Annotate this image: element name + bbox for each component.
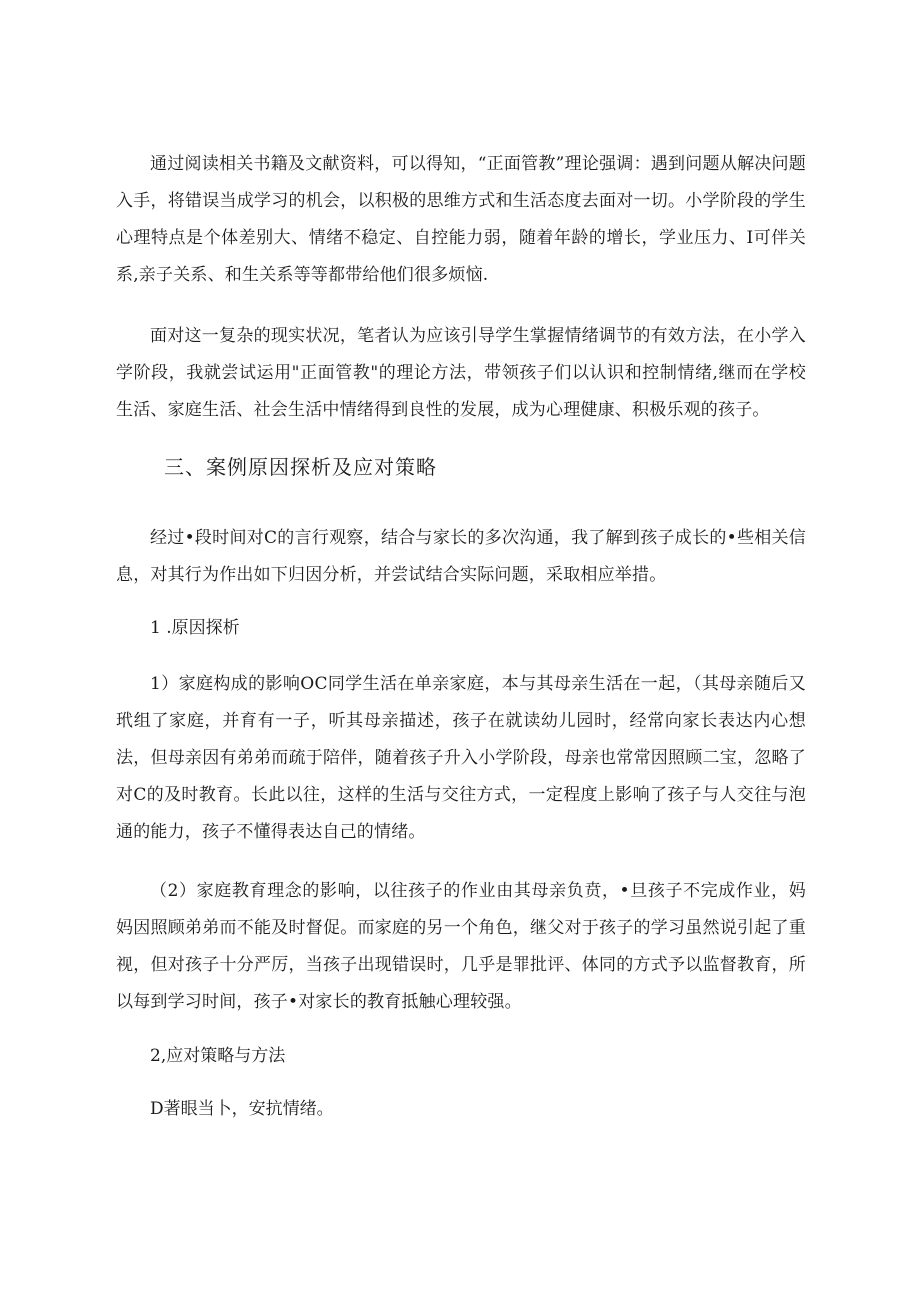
subheading-cause-analysis: 1 .原因探析 (150, 618, 240, 638)
section-heading-case-analysis: 三、案例原因探析及应对策略 (164, 455, 437, 479)
paragraph-observation-summary: 经过•段时间对C的言行观察，结合与家长的多次沟通，我了解到孩子成长的•些相关信息，对其行为作出如下归因分析，并尝试结合实际问题，采取相应举措。 (116, 528, 806, 585)
paragraph-family-structure-influence: 1）家庭构成的影响OC同学生活在单亲家庭，本与其母亲生活在一起，（其母亲随后又玳组了家庭，并育有一子，听其母亲描述，孩子在就读幼儿园时，经常向家长表达内心想法，但母亲因有弟弟而疏于陪伴，随着孩子升入小学阶段，母亲也常常因照顾二宝，忽略了对C的及时教育。长此以往，这样的生活与交往方式，一定程度上影响了孩子与人交往与泡通的能力，孩子不懂得表达自己的情绪。 (116, 674, 806, 842)
paragraph-positive-discipline-theory: 通过阅读相关书籍及文献资料，可以得知，“正面管教”理论强调：遇到问题从解决问题入手，将错误当成学习的机会，以积极的思维方式和生活态度去面对一切。小学阶段的学生心理特点是个体差别大、情绪不稳定、自控能力弱，随着年龄的增长，学业压力、I可伴关系,亲子关系、和生关系等等都带给他们很多烦恼. (116, 154, 806, 285)
subheading-calm-emotions: D著眼当卜，安抗情绪。 (150, 1099, 334, 1119)
subheading-strategies-methods: 2,应对策略与方法 (150, 1046, 286, 1066)
paragraph-family-education-influence: （2）家庭教育理念的影响，以往孩子的作业由其母亲负贲，•旦孩子不完成作业，妈妈因照顾弟弟而不能及时督促。而家庭的另一个角色，继父对于孩子的学习虽然说引起了重视，但对孩子十分严厉，当孩子出现错误时，几乎是罪批评、体同的方式予以监督教育，所以每到学习时间，孩子•对家长的教育抵触心理较强。 (116, 881, 806, 1012)
paragraph-emotion-regulation-approach: 面对这一复杂的现实状况，笔者认为应该引导学生掌握情绪调节的有效方法，在小学入学阶段，我就尝试运用"正面管教"的理论方法，带领孩子们以认识和控制情绪,继而在学校生活、家庭生活、社会生活中情绪得到良性的发展，成为心理健康、积极乐观的孩子。 (116, 326, 806, 420)
